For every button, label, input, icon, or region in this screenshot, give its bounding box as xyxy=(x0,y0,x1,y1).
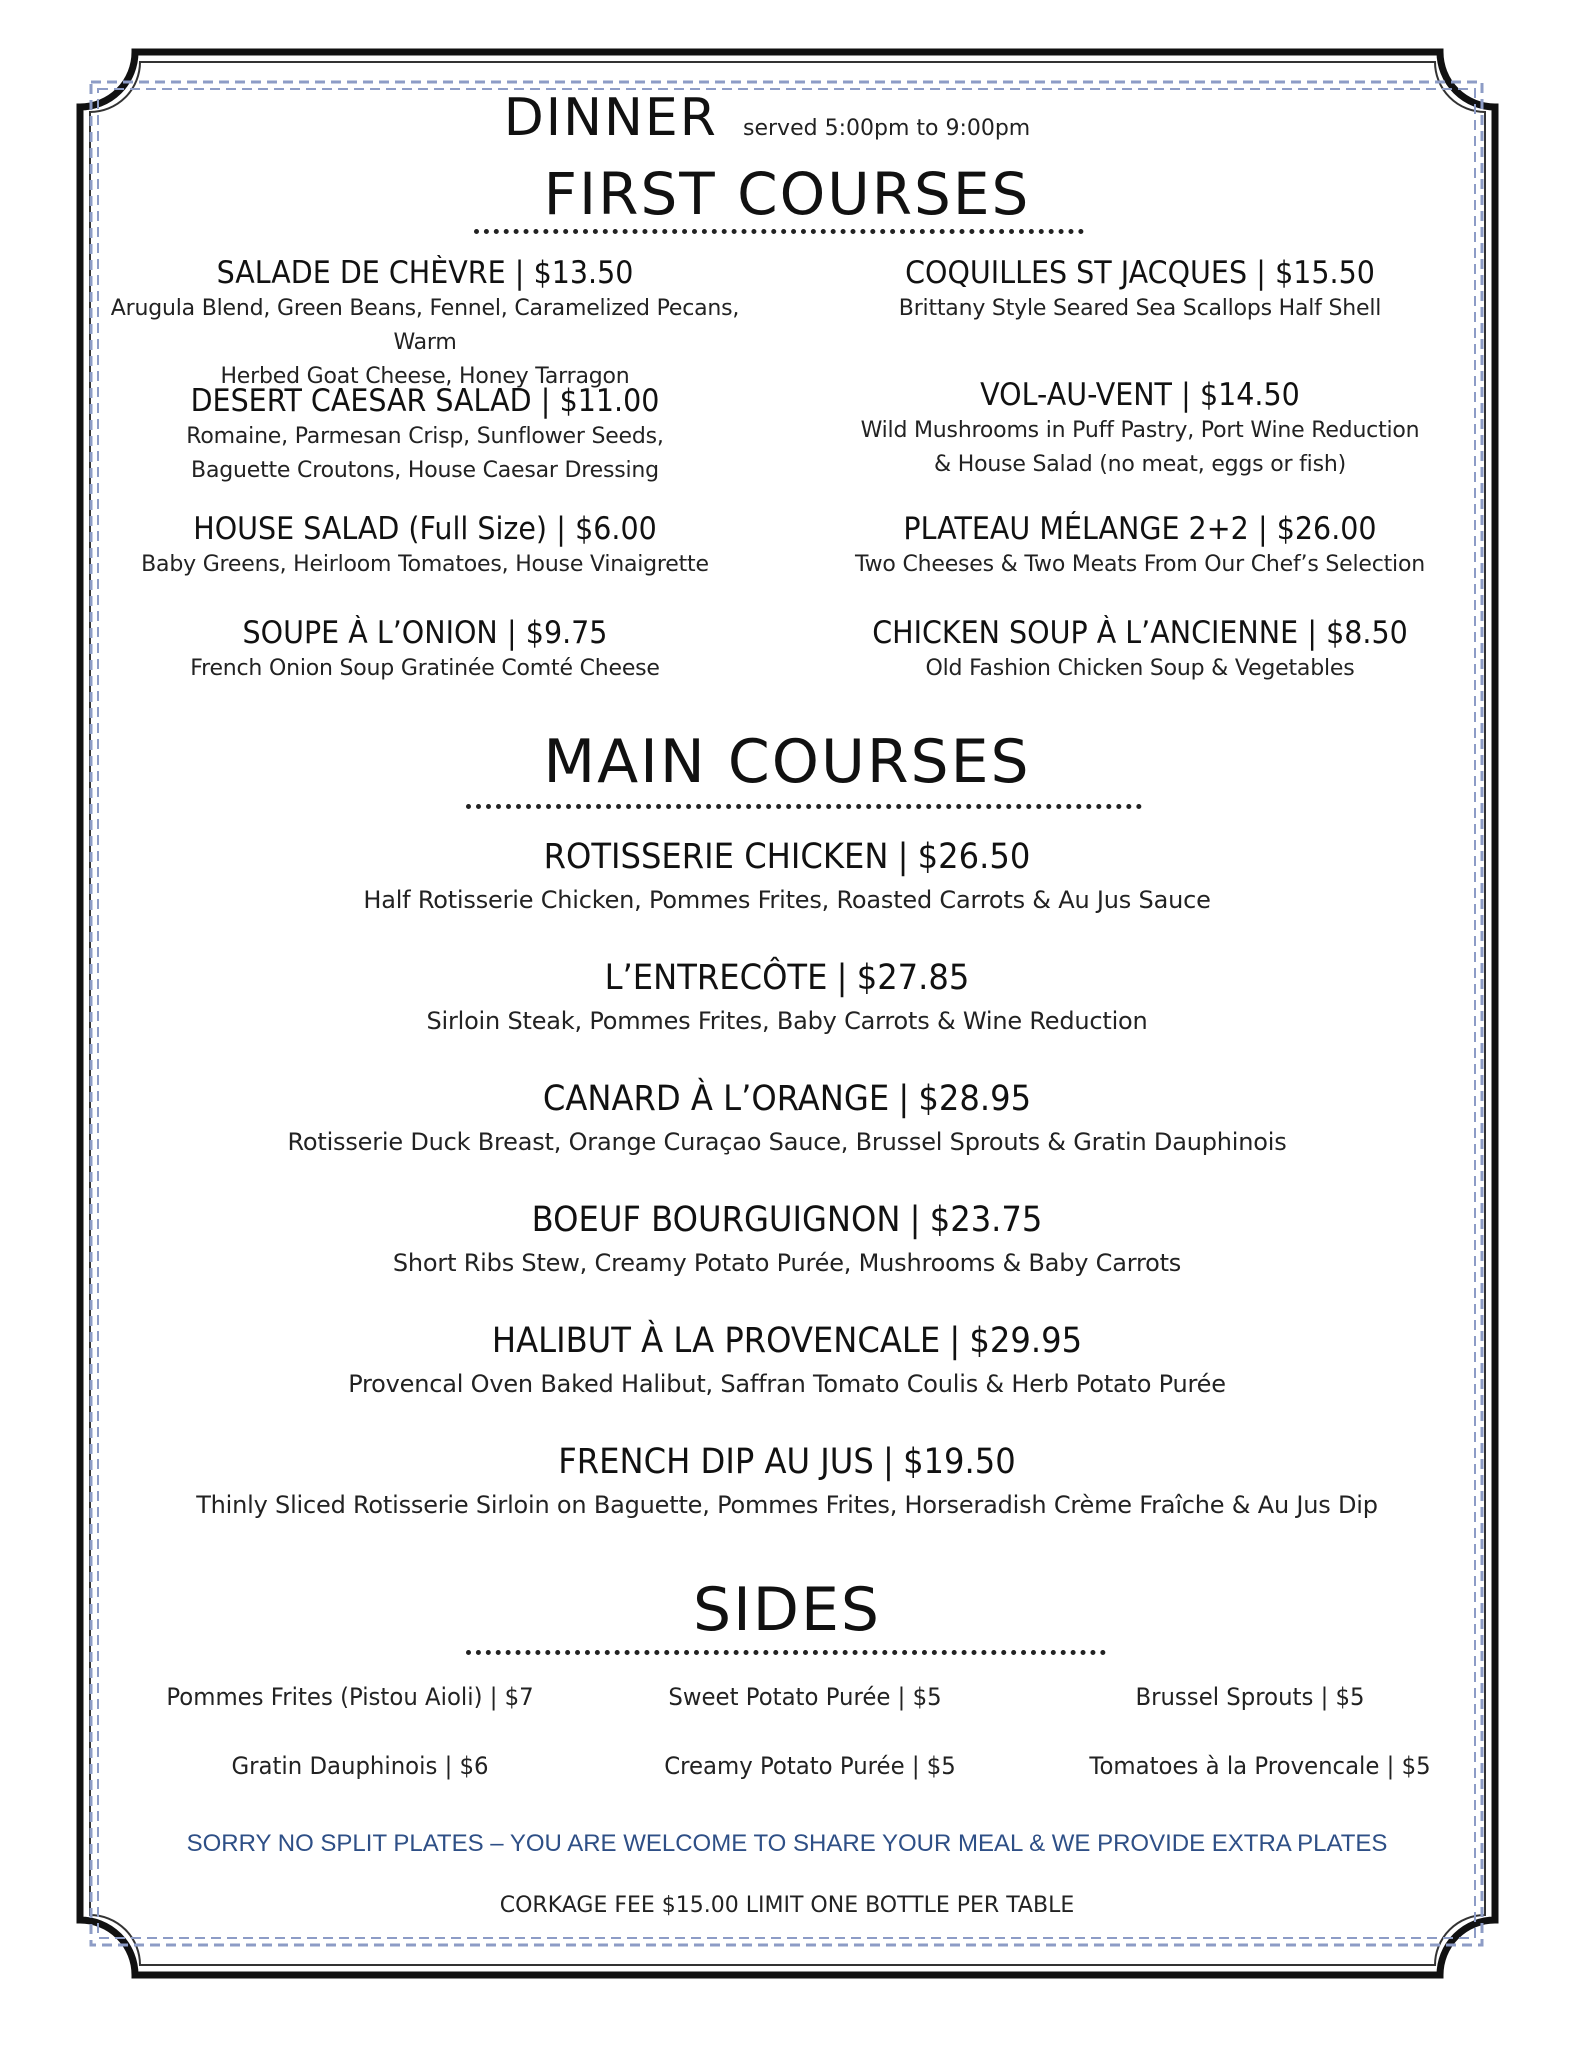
item-desc: Rotisserie Duck Breast, Orange Curaçao Sauce, Brussel Sprouts & Gratin Dauphinois xyxy=(287,1127,1287,1156)
item-desc-line: Romaine, Parmesan Crisp, Sunflower Seeds, xyxy=(186,424,664,450)
item-price: $8.50 xyxy=(1326,615,1408,651)
sides-heading: SIDES xyxy=(693,1575,881,1645)
item-price: $26.50 xyxy=(917,837,1031,877)
item-desc: Provencal Oven Baked Halibut, Saffran Tomato Coulis & Herb Potato Purée xyxy=(348,1369,1226,1398)
item-desc: Short Ribs Stew, Creamy Potato Purée, Mushrooms & Baby Carrots xyxy=(392,1248,1182,1277)
item-name: CANARD À L’ORANGE xyxy=(542,1079,890,1119)
item-name: VOL-AU-VENT xyxy=(980,377,1172,413)
menu-item xyxy=(0,1080,1574,1159)
item-name: ROTISSERIE CHICKEN xyxy=(543,837,889,877)
item-desc-line: Brittany Style Seared Sea Scallops Half Shell xyxy=(898,296,1382,322)
menu-item xyxy=(800,378,1480,482)
menu-item-title: PLATEAU MÉLANGE 2+2 | $26.00 xyxy=(903,511,1377,547)
item-name: SOUPE À L’ONION xyxy=(242,615,498,651)
menu-item xyxy=(800,512,1480,582)
menu-item-title: SOUPE À L’ONION | $9.75 xyxy=(242,615,608,651)
menu-item-title: HALIBUT À LA PROVENCALE | $29.95 xyxy=(491,1321,1083,1361)
menu-item-title: FRENCH DIP AU JUS | $19.50 xyxy=(558,1442,1016,1482)
item-price: $9.75 xyxy=(525,615,608,651)
menu-item xyxy=(95,616,755,686)
item-name: PLATEAU MÉLANGE 2+2 xyxy=(903,511,1249,547)
side-item: Sweet Potato Purée | $5 xyxy=(668,1683,942,1711)
menu-title: DINNER xyxy=(503,88,718,148)
menu-item-title: SALADE DE CHÈVRE | $13.50 xyxy=(216,255,634,291)
side-item: Gratin Dauphinois | $6 xyxy=(231,1752,489,1780)
menu-item-title: HOUSE SALAD (Full Size) | $6.00 xyxy=(193,511,657,547)
item-price: $14.50 xyxy=(1200,377,1300,413)
menu-item-title: ROTISSERIE CHICKEN | $26.50 xyxy=(543,837,1031,877)
main-courses-heading: MAIN COURSES xyxy=(543,727,1031,797)
item-price: $26.00 xyxy=(1276,511,1377,547)
item-name: COQUILLES ST JACQUES xyxy=(905,255,1248,291)
sides-divider xyxy=(466,1650,1106,1655)
item-name: CHICKEN SOUP À L’ANCIENNE xyxy=(872,615,1299,651)
item-desc: Thinly Sliced Rotisserie Sirloin on Baguette, Pommes Frites, Horseradish Crème Fraîche & Au Jus Dip xyxy=(196,1490,1378,1519)
service-hours: served 5:00pm to 9:00pm xyxy=(743,116,1031,141)
menu-item-title: CHICKEN SOUP À L’ANCIENNE | $8.50 xyxy=(872,615,1408,651)
item-price: $28.95 xyxy=(918,1079,1032,1119)
side-item: Tomatoes à la Provencale | $5 xyxy=(1089,1752,1431,1780)
item-desc-line: French Onion Soup Gratinée Comté Cheese xyxy=(190,656,660,682)
item-name: HALIBUT À LA PROVENCALE xyxy=(491,1321,941,1361)
item-name: DESERT CAESAR SALAD xyxy=(190,383,532,419)
split-plates-notice: SORRY NO SPLIT PLATES – YOU ARE WELCOME TO SHARE YOUR MEAL & WE PROVIDE EXTRA PLATES xyxy=(186,1830,1388,1857)
menu-header xyxy=(0,88,1574,148)
menu-item-title: VOL-AU-VENT | $14.50 xyxy=(980,377,1300,413)
item-price: $11.00 xyxy=(559,383,660,419)
side-item: Brussel Sprouts | $5 xyxy=(1135,1683,1365,1711)
menu-item-title: COQUILLES ST JACQUES | $15.50 xyxy=(905,255,1375,291)
menu-item-title: BOEUF BOURGUIGNON | $23.75 xyxy=(531,1200,1043,1240)
side-item: Pommes Frites (Pistou Aioli) | $7 xyxy=(166,1683,534,1711)
menu-item xyxy=(800,256,1480,326)
menu-item xyxy=(0,1443,1574,1522)
menu-item-title: DESERT CAESAR SALAD | $11.00 xyxy=(190,383,660,419)
item-desc-line: Wild Mushrooms in Puff Pastry, Port Wine Reduction xyxy=(860,418,1420,444)
menu-item xyxy=(0,838,1574,917)
menu-item xyxy=(0,1322,1574,1401)
menu-item xyxy=(0,1201,1574,1280)
item-desc: Sirloin Steak, Pommes Frites, Baby Carrots & Wine Reduction xyxy=(426,1006,1148,1035)
item-desc-line: Herbed Goat Cheese, Honey Tarragon xyxy=(220,364,630,390)
item-name: HOUSE SALAD (Full Size) xyxy=(193,511,548,547)
item-desc-line: & House Salad (no meat, eggs or fish) xyxy=(934,452,1346,478)
side-item: Creamy Potato Purée | $5 xyxy=(664,1752,956,1780)
item-price: $27.85 xyxy=(856,958,970,998)
menu-item-title: CANARD À L’ORANGE | $28.95 xyxy=(542,1079,1032,1119)
item-desc-line: Arugula Blend, Green Beans, Fennel, Caramelized Pecans, Warm xyxy=(110,296,740,356)
item-name: BOEUF BOURGUIGNON xyxy=(531,1200,901,1240)
item-price: $6.00 xyxy=(575,511,657,547)
menu-item-title: L’ENTRECÔTE | $27.85 xyxy=(604,958,970,998)
menu-item xyxy=(95,256,755,394)
item-desc: Half Rotisserie Chicken, Pommes Frites, Roasted Carrots & Au Jus Sauce xyxy=(363,885,1211,914)
menu-item xyxy=(95,512,755,582)
first-courses-divider xyxy=(474,229,1084,234)
item-name: FRENCH DIP AU JUS xyxy=(558,1442,874,1482)
item-desc-line: Baguette Croutons, House Caesar Dressing xyxy=(191,458,659,484)
item-name: L’ENTRECÔTE xyxy=(604,958,828,998)
first-courses-heading: FIRST COURSES xyxy=(543,160,1031,228)
item-price: $19.50 xyxy=(903,1442,1016,1482)
corkage-fee: CORKAGE FEE $15.00 LIMIT ONE BOTTLE PER TABLE xyxy=(499,1893,1075,1918)
item-price: $13.50 xyxy=(533,255,634,291)
item-price: $29.95 xyxy=(969,1321,1083,1361)
item-desc-line: Old Fashion Chicken Soup & Vegetables xyxy=(925,656,1355,682)
item-price: $23.75 xyxy=(929,1200,1043,1240)
item-price: $15.50 xyxy=(1275,255,1375,291)
main-courses-divider xyxy=(466,804,1142,809)
item-name: SALADE DE CHÈVRE xyxy=(216,255,506,291)
menu-item xyxy=(95,384,755,488)
item-desc-line: Baby Greens, Heirloom Tomatoes, House Vinaigrette xyxy=(141,552,709,578)
item-desc-line: Two Cheeses & Two Meats From Our Chef’s Selection xyxy=(855,552,1425,578)
menu-item xyxy=(0,959,1574,1038)
menu-item xyxy=(800,616,1480,686)
